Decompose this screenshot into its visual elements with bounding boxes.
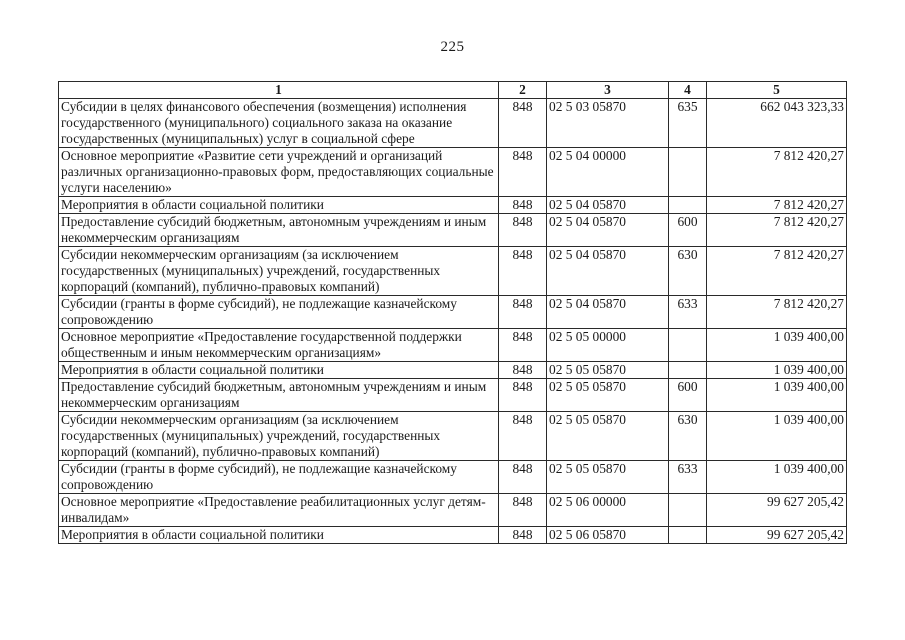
row-target-code-cell: 02 5 04 00000	[547, 148, 669, 197]
table-row	[59, 296, 847, 329]
table-row	[59, 461, 847, 494]
row-kvr-cell: 630	[669, 247, 707, 296]
column-header-3: 3	[547, 82, 669, 99]
row-target-code-cell: 02 5 03 05870	[547, 99, 669, 148]
table-row	[59, 527, 847, 544]
column-header-5: 5	[707, 82, 847, 99]
page-number: 225	[440, 39, 465, 55]
row-name-cell: Основное мероприятие «Предоставление реабилитационных услуг детям-инвалидам»	[59, 494, 499, 527]
table-header	[59, 82, 847, 99]
row-ved-cell: 848	[499, 99, 547, 148]
row-amount-cell: 7 812 420,27	[707, 247, 847, 296]
row-amount-cell: 1 039 400,00	[707, 379, 847, 412]
row-target-code-cell: 02 5 04 05870	[547, 247, 669, 296]
row-kvr-cell	[669, 362, 707, 379]
row-ved-cell: 848	[499, 362, 547, 379]
row-target-code-cell: 02 5 05 05870	[547, 379, 669, 412]
row-name-cell: Основное мероприятие «Развитие сети учреждений и организаций различных организационно-правовых форм, предоставляющих социальные услуги населению»	[59, 148, 499, 197]
row-target-code-cell: 02 5 04 05870	[547, 214, 669, 247]
row-target-code-cell: 02 5 04 05870	[547, 197, 669, 214]
row-amount-cell: 1 039 400,00	[707, 461, 847, 494]
row-ved-cell: 848	[499, 214, 547, 247]
row-ved-cell: 848	[499, 461, 547, 494]
row-amount-cell: 99 627 205,42	[707, 527, 847, 544]
table-row	[59, 412, 847, 461]
row-kvr-cell: 600	[669, 379, 707, 412]
row-amount-cell: 1 039 400,00	[707, 362, 847, 379]
row-amount-cell: 662 043 323,33	[707, 99, 847, 148]
row-kvr-cell	[669, 148, 707, 197]
row-kvr-cell: 633	[669, 461, 707, 494]
row-name-cell: Предоставление субсидий бюджетным, автономным учреждениям и иным некоммерческим организациям	[59, 379, 499, 412]
row-ved-cell: 848	[499, 527, 547, 544]
row-kvr-cell	[669, 197, 707, 214]
row-target-code-cell: 02 5 06 05870	[547, 527, 669, 544]
row-name-cell: Субсидии в целях финансового обеспечения (возмещения) исполнения государственного (муниципального) социального заказа на оказание государственных (муниципальных) услуг в социальной сфере	[59, 99, 499, 148]
row-name-cell: Мероприятия в области социальной политики	[59, 527, 499, 544]
row-kvr-cell	[669, 527, 707, 544]
row-target-code-cell: 02 5 05 00000	[547, 329, 669, 362]
table-row	[59, 197, 847, 214]
column-header-4: 4	[669, 82, 707, 99]
row-ved-cell: 848	[499, 247, 547, 296]
row-kvr-cell	[669, 329, 707, 362]
row-name-cell: Субсидии (гранты в форме субсидий), не подлежащие казначейскому сопровождению	[59, 296, 499, 329]
row-target-code-cell: 02 5 04 05870	[547, 296, 669, 329]
table-row	[59, 247, 847, 296]
column-header-2: 2	[499, 82, 547, 99]
row-ved-cell: 848	[499, 494, 547, 527]
table-row	[59, 379, 847, 412]
row-kvr-cell	[669, 494, 707, 527]
row-kvr-cell: 630	[669, 412, 707, 461]
row-ved-cell: 848	[499, 148, 547, 197]
row-name-cell: Субсидии (гранты в форме субсидий), не подлежащие казначейскому сопровождению	[59, 461, 499, 494]
row-ved-cell: 848	[499, 197, 547, 214]
row-name-cell: Мероприятия в области социальной политики	[59, 197, 499, 214]
row-amount-cell: 7 812 420,27	[707, 296, 847, 329]
row-name-cell: Основное мероприятие «Предоставление государственной поддержки общественным и иным некоммерческим организациям»	[59, 329, 499, 362]
row-target-code-cell: 02 5 05 05870	[547, 362, 669, 379]
table-row	[59, 214, 847, 247]
row-name-cell: Субсидии некоммерческим организациям (за исключением государственных (муниципальных) учреждений, государственных корпораций (компаний), публично-правовых компаний)	[59, 412, 499, 461]
budget-table	[58, 81, 847, 544]
table-row	[59, 99, 847, 148]
row-amount-cell: 7 812 420,27	[707, 148, 847, 197]
table-row	[59, 329, 847, 362]
row-target-code-cell: 02 5 05 05870	[547, 461, 669, 494]
row-target-code-cell: 02 5 06 00000	[547, 494, 669, 527]
header-row	[59, 82, 847, 99]
table-row	[59, 148, 847, 197]
row-ved-cell: 848	[499, 379, 547, 412]
column-header-1: 1	[59, 82, 499, 99]
table-row	[59, 362, 847, 379]
row-amount-cell: 1 039 400,00	[707, 329, 847, 362]
row-name-cell: Субсидии некоммерческим организациям (за исключением государственных (муниципальных) учреждений, государственных корпораций (компаний), публично-правовых компаний)	[59, 247, 499, 296]
row-amount-cell: 99 627 205,42	[707, 494, 847, 527]
row-kvr-cell: 635	[669, 99, 707, 148]
table-row	[59, 494, 847, 527]
row-target-code-cell: 02 5 05 05870	[547, 412, 669, 461]
row-amount-cell: 7 812 420,27	[707, 197, 847, 214]
row-amount-cell: 7 812 420,27	[707, 214, 847, 247]
row-kvr-cell: 600	[669, 214, 707, 247]
row-ved-cell: 848	[499, 412, 547, 461]
row-kvr-cell: 633	[669, 296, 707, 329]
row-ved-cell: 848	[499, 329, 547, 362]
row-ved-cell: 848	[499, 296, 547, 329]
row-name-cell: Предоставление субсидий бюджетным, автономным учреждениям и иным некоммерческим организациям	[59, 214, 499, 247]
row-name-cell: Мероприятия в области социальной политики	[59, 362, 499, 379]
table-body	[59, 99, 847, 544]
row-amount-cell: 1 039 400,00	[707, 412, 847, 461]
